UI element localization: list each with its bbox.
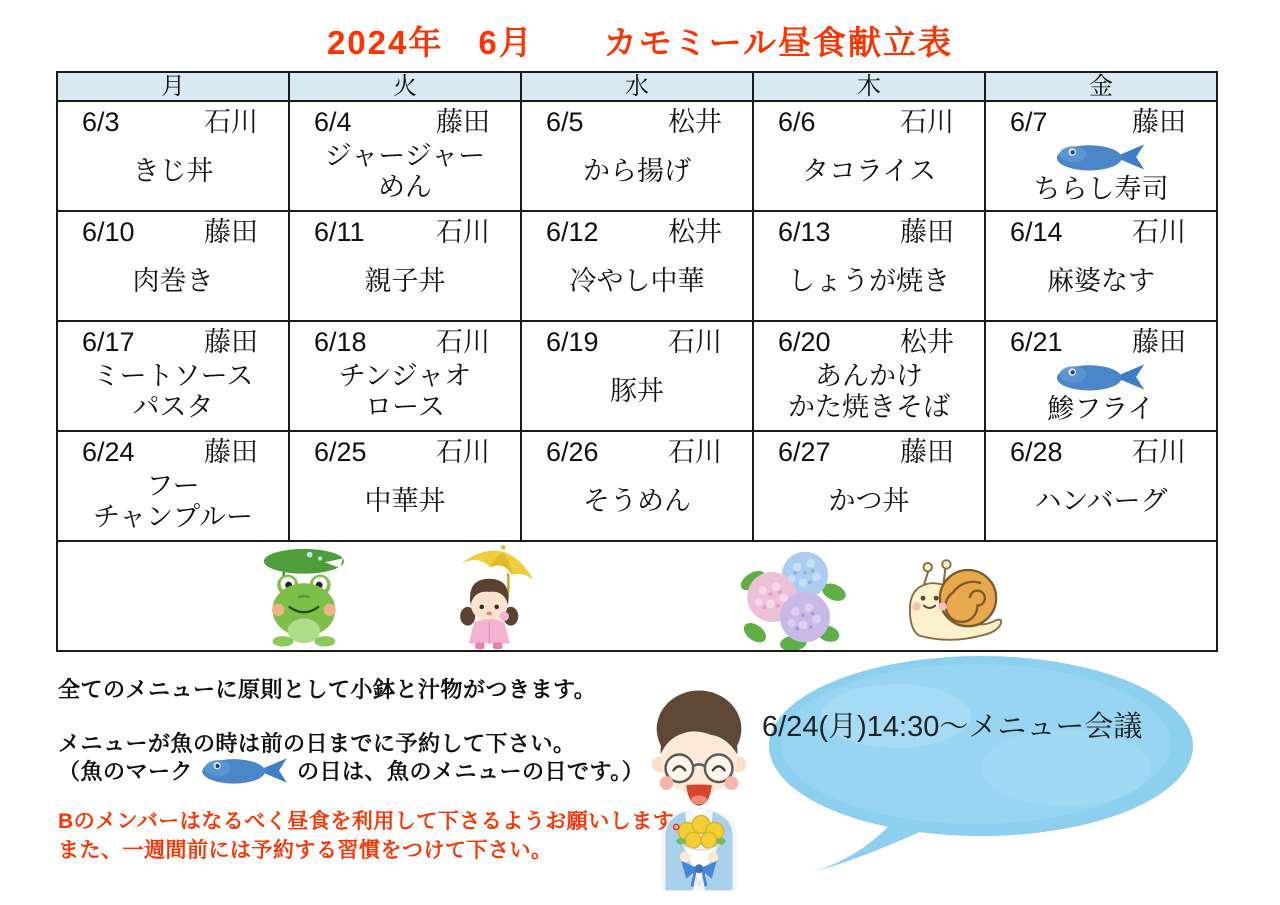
cell-menu: ちらし寿司: [1033, 173, 1169, 204]
weekday-header: 火: [289, 72, 521, 101]
cell-date: 6/24: [82, 437, 135, 467]
girl-with-umbrella-icon: [448, 545, 538, 650]
cell-menu: しょうが焼き: [788, 266, 950, 296]
cell-cook-name: 松井: [900, 327, 954, 357]
page-title: 2024年 6月 カモミール昼食献立表: [326, 24, 954, 61]
cell-date: 6/12: [546, 217, 599, 247]
weekday-header-row: [57, 72, 1217, 101]
cell-cook-name: 藤田: [900, 437, 954, 467]
seasonal-illustration-row: [57, 541, 1217, 651]
cell-menu: フー チャンプルー: [92, 470, 254, 532]
menu-cell: [57, 321, 289, 431]
cell-date: 6/6: [778, 107, 816, 137]
note-fish-mark-line: [58, 753, 644, 788]
man-with-bouquet-illustration: [636, 682, 764, 894]
calendar-week-row: [57, 101, 1217, 211]
menu-cell: [521, 101, 753, 211]
cell-cook-name: 藤田: [204, 327, 258, 357]
cell-menu: から揚げ: [583, 156, 691, 186]
snail-icon: [898, 555, 1008, 645]
menu-cell: [985, 211, 1217, 321]
weekday-header: 木: [753, 72, 985, 101]
speech-bubble: [746, 650, 1196, 888]
note-fish-mark-prefix: （魚のマーク: [58, 759, 194, 784]
warning-line-1: Bのメンバーはなるべく昼食を利用して下さるようお願いします。: [58, 810, 695, 833]
cell-menu: 中華丼: [364, 486, 446, 516]
menu-calendar-table: [56, 71, 1218, 652]
fish-icon: [1051, 359, 1151, 395]
menu-cell: [985, 431, 1217, 541]
cell-cook-name: 石川: [204, 107, 258, 137]
cell-menu: 肉巻き: [132, 266, 214, 296]
cell-cook-name: 石川: [668, 437, 722, 467]
fish-icon: [1051, 139, 1151, 175]
cell-menu: きじ丼: [132, 156, 214, 186]
menu-cell: [57, 431, 289, 541]
menu-cell: [753, 211, 985, 321]
cell-menu: チンジャオ ロース: [338, 360, 472, 422]
cell-menu: かつ丼: [828, 486, 910, 516]
cell-date: 6/3: [82, 107, 120, 137]
cell-cook-name: 藤田: [1132, 327, 1186, 357]
cell-date: 6/5: [546, 107, 584, 137]
menu-cell: [521, 211, 753, 321]
cell-date: 6/27: [778, 437, 831, 467]
cell-date: 6/11: [314, 217, 365, 247]
weekday-header: 水: [521, 72, 753, 101]
cell-cook-name: 石川: [1132, 437, 1186, 467]
cell-date: 6/17: [82, 327, 135, 357]
cell-menu: 麻婆なす: [1047, 266, 1155, 296]
cell-date: 6/4: [314, 107, 352, 137]
frog-with-lilypad-icon: [256, 547, 348, 648]
calendar-week-row: [57, 321, 1217, 431]
menu-cell: [289, 101, 521, 211]
speech-bubble-shape: [746, 650, 1196, 888]
cell-date: 6/13: [778, 217, 831, 247]
calendar-week-row: [57, 211, 1217, 321]
note-side-dishes: 全てのメニューに原則として小鉢と汁物がつきます。: [58, 677, 597, 702]
cell-cook-name: 石川: [900, 107, 954, 137]
cell-date: 6/28: [1010, 437, 1063, 467]
cell-menu: あんかけ かた焼きそば: [788, 360, 950, 422]
note-fish-mark-suffix: の日は、魚のメニューの日です。）: [297, 759, 645, 784]
weekday-header: 金: [985, 72, 1217, 101]
cell-cook-name: 藤田: [1132, 107, 1186, 137]
cell-menu: そうめん: [583, 486, 691, 516]
cell-cook-name: 藤田: [900, 217, 954, 247]
menu-cell: [753, 321, 985, 431]
cell-menu: 豚丼: [610, 376, 664, 406]
cell-date: 6/26: [546, 437, 599, 467]
meeting-announcement: 6/24(月)14:30～メニュー会議: [762, 711, 1143, 743]
hydrangea-icon: [735, 544, 847, 650]
warning-line-2: また、一週間前には予約する習慣をつけて下さい。: [58, 839, 553, 862]
cell-cook-name: 石川: [436, 327, 490, 357]
cell-cook-name: 藤田: [204, 217, 258, 247]
calendar-week-row: [57, 431, 1217, 541]
menu-cell: [753, 431, 985, 541]
cell-menu: ジャージャー めん: [324, 140, 486, 202]
cell-menu: ミートソース パスタ: [92, 360, 254, 422]
cell-date: 6/14: [1010, 217, 1063, 247]
menu-cell: [289, 431, 521, 541]
cell-cook-name: 石川: [668, 327, 722, 357]
menu-cell: [289, 211, 521, 321]
note-fish-reservation: メニューが魚の時は前の日までに予約して下さい。: [58, 731, 576, 756]
cell-cook-name: 石川: [1132, 217, 1186, 247]
fish-icon: [197, 753, 293, 788]
menu-cell: [521, 321, 753, 431]
cell-date: 6/21: [1010, 327, 1063, 357]
calendar-header: [57, 72, 1217, 101]
cell-menu: 鯵フライ: [1047, 393, 1155, 424]
cell-menu: 親子丼: [364, 266, 446, 296]
menu-cell: [289, 321, 521, 431]
weekday-header: 月: [57, 72, 289, 101]
cell-cook-name: 藤田: [204, 437, 258, 467]
cell-date: 6/25: [314, 437, 367, 467]
cell-date: 6/19: [546, 327, 599, 357]
menu-cell: [985, 101, 1217, 211]
cell-date: 6/7: [1010, 107, 1048, 137]
cell-date: 6/20: [778, 327, 831, 357]
cell-cook-name: 松井: [668, 217, 722, 247]
cell-date: 6/10: [82, 217, 135, 247]
cell-cook-name: 藤田: [436, 107, 490, 137]
menu-cell: [753, 101, 985, 211]
cell-cook-name: 石川: [436, 217, 490, 247]
menu-cell: [985, 321, 1217, 431]
menu-cell: [521, 431, 753, 541]
cell-menu: タコライス: [802, 156, 936, 186]
menu-cell: [57, 101, 289, 211]
cell-menu: ハンバーグ: [1034, 486, 1168, 516]
cell-cook-name: 石川: [436, 437, 490, 467]
calendar-body: [57, 101, 1217, 541]
menu-cell: [57, 211, 289, 321]
cell-date: 6/18: [314, 327, 367, 357]
cell-menu: 冷やし中華: [569, 266, 705, 296]
cell-cook-name: 松井: [668, 107, 722, 137]
